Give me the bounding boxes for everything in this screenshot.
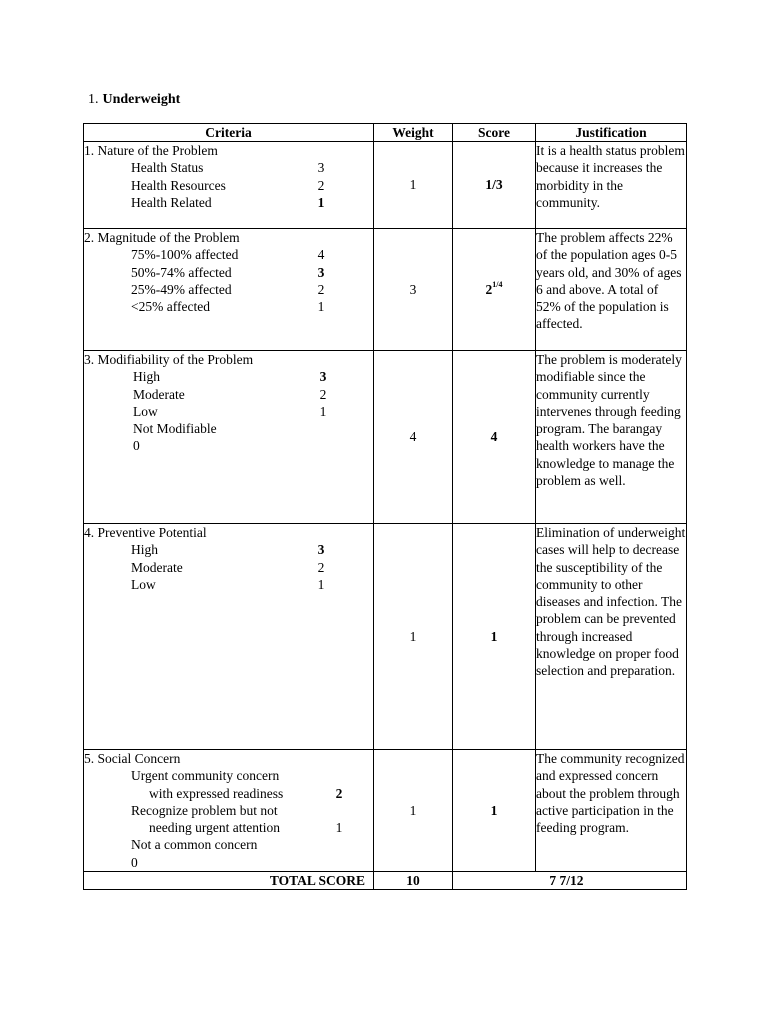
criteria-option: [84, 767, 373, 784]
scoring-table: [83, 123, 687, 890]
option-points: 1: [317, 576, 325, 592]
option-points: 2: [317, 559, 325, 575]
criteria-option: [84, 246, 373, 263]
option-label: needing urgent attention: [149, 820, 280, 836]
criteria-cell: [84, 351, 374, 524]
criteria-title: 1. Nature of the Problem: [84, 143, 218, 158]
option-points: 2: [317, 177, 325, 193]
option-points: [311, 836, 331, 853]
criteria-option: [84, 177, 373, 194]
table-row: [84, 142, 687, 229]
justification-header: Justification: [536, 124, 687, 142]
criteria-cell: [84, 750, 374, 872]
score-cell: 1: [453, 750, 536, 872]
score-cell: 1: [453, 524, 536, 750]
option-label: 0: [133, 438, 140, 454]
option-label: 75%-100% affected: [131, 247, 239, 263]
weight-cell: 1: [374, 750, 453, 872]
score-cell: [453, 229, 536, 351]
option-label: Health Status: [131, 160, 204, 176]
criteria-cell: [84, 142, 374, 229]
weight-cell: 1: [374, 142, 453, 229]
table-row: [84, 229, 687, 351]
option-points: 4: [317, 247, 325, 263]
option-label: Not Modifiable: [133, 421, 217, 437]
total-score: [453, 872, 687, 890]
option-points: 2: [317, 281, 325, 297]
option-label: 25%-49% affected: [131, 281, 232, 297]
option-points: [313, 437, 333, 454]
header-row: [84, 124, 687, 142]
weight-header: Weight: [374, 124, 453, 142]
problem-number: 1.: [88, 92, 99, 107]
criteria-option: [84, 785, 373, 802]
option-points: 3: [317, 264, 325, 280]
problem-heading: [88, 92, 180, 108]
table-row: [84, 750, 687, 872]
justification-cell: Elimination of underweight cases will help to decrease the susceptibility of the community to other diseases and infection. The problem can be prevented through increased knowledge on proper food selection and preparation.: [536, 524, 687, 750]
score-main: 2: [485, 281, 493, 297]
criteria-title: 3. Modifiability of the Problem: [84, 352, 254, 367]
criteria-cell: [84, 229, 374, 351]
justification-cell: The problem is moderately modifiable since the community currently intervenes through feeding program. The barangay health workers have the knowledge to manage the problem as well.: [536, 351, 687, 524]
total-label: TOTAL SCORE: [84, 872, 374, 890]
option-points: 2: [335, 785, 343, 801]
criteria-option: [84, 264, 373, 281]
option-points: 3: [319, 369, 327, 385]
criteria-title: 5. Social Concern: [84, 751, 181, 766]
option-label: Moderate: [131, 559, 183, 575]
criteria-title: 2. Magnitude of the Problem: [84, 230, 240, 245]
criteria-option: [84, 403, 373, 420]
table-row: [84, 351, 687, 524]
option-label: 50%-74% affected: [131, 264, 232, 280]
option-points: 1: [335, 820, 343, 836]
score-cell: 4: [453, 351, 536, 524]
score-fraction: 1/4: [492, 280, 503, 290]
option-label: <25% affected: [131, 299, 210, 315]
weight-cell: 4: [374, 351, 453, 524]
criteria-option: [84, 159, 373, 176]
option-points: 3: [317, 542, 325, 558]
option-points: [311, 802, 331, 819]
criteria-header: Criteria: [84, 124, 374, 142]
justification-cell: It is a health status problem because it increases the morbidity in the community.: [536, 142, 687, 229]
criteria-option: [84, 298, 373, 315]
criteria-option: [84, 559, 373, 576]
criteria-option: [84, 836, 373, 853]
criteria-option: [84, 854, 373, 871]
criteria-option: [84, 368, 373, 385]
justification-cell: The community recognized and expressed concern about the problem through active participation in the feeding program.: [536, 750, 687, 872]
justification-cell: The problem affects 22% of the population ages 0-5 years old, and 30% of ages 6 and above. A total of 52% of the population is affected.: [536, 229, 687, 351]
option-label: High: [131, 542, 158, 558]
criteria-option: [84, 386, 373, 403]
weight-cell: 3: [374, 229, 453, 351]
problem-title: Underweight: [102, 92, 181, 107]
option-label: with expressed readiness: [149, 785, 284, 801]
option-label: Health Related: [131, 194, 212, 210]
score-header: Score: [453, 124, 536, 142]
total-score-value: 7 7/12: [549, 873, 584, 889]
option-label: Moderate: [133, 386, 185, 402]
option-label: Urgent community concern: [131, 768, 280, 784]
option-label: Health Resources: [131, 177, 226, 193]
option-label: Low: [131, 576, 156, 592]
weight-cell: 1: [374, 524, 453, 750]
score-cell: 1/3: [453, 142, 536, 229]
option-points: [313, 420, 333, 437]
option-points: 2: [319, 386, 327, 402]
criteria-option: [84, 420, 373, 437]
criteria-cell: [84, 524, 374, 750]
criteria-option: [84, 819, 373, 836]
total-weight: 10: [374, 872, 453, 890]
criteria-option: [84, 194, 373, 211]
option-points: 1: [319, 403, 327, 419]
criteria-option: [84, 576, 373, 593]
criteria-option: [84, 541, 373, 558]
criteria-title: 4. Preventive Potential: [84, 525, 207, 540]
table-row: [84, 524, 687, 750]
option-points: [311, 854, 331, 871]
option-label: Not a common concern: [131, 837, 258, 853]
option-points: [311, 767, 331, 784]
criteria-option: [84, 802, 373, 819]
criteria-option: [84, 281, 373, 298]
option-label: Low: [133, 403, 158, 419]
criteria-option: [84, 437, 373, 454]
option-points: 1: [317, 194, 325, 210]
option-points: 1: [317, 299, 325, 315]
option-label: Recognize problem but not: [131, 802, 278, 818]
option-label: High: [133, 369, 160, 385]
option-label: 0: [131, 854, 138, 870]
option-points: 3: [317, 160, 325, 176]
total-row: [84, 872, 687, 890]
